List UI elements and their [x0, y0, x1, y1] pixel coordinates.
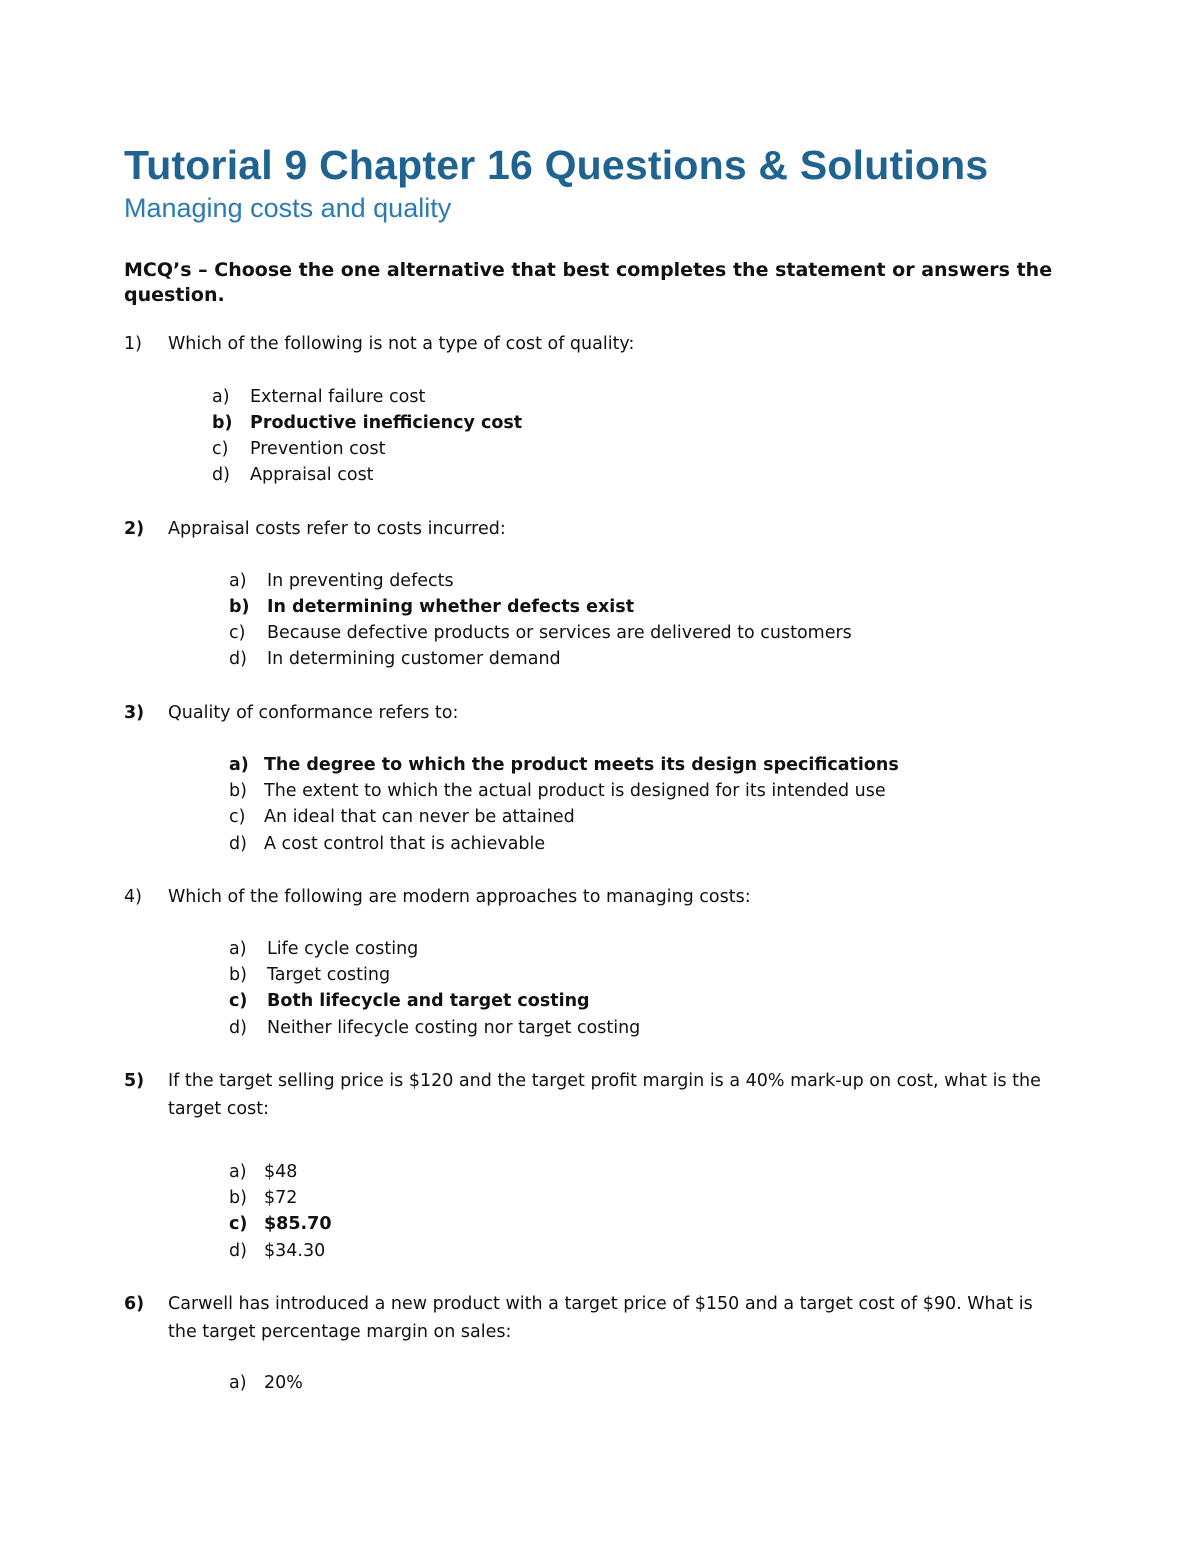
- option-letter: d): [229, 1241, 247, 1261]
- option-letter: d): [229, 834, 247, 854]
- option-text: An ideal that can never be attained: [264, 807, 575, 827]
- question-text: Carwell has introduced a new product with a target price of $150 and a target cost of $90. What is the target percentage margin on sales:: [168, 1294, 1033, 1342]
- option-text: Appraisal cost: [250, 465, 374, 485]
- option-letter: a): [229, 1373, 247, 1393]
- question-text: Which of the following is not a type of cost of quality:: [168, 334, 635, 354]
- option-letter: c): [212, 439, 229, 459]
- option-text: In determining whether defects exist: [267, 597, 635, 617]
- question-text: If the target selling price is $120 and the target profit margin is a 40% mark-up on cost, what is the target cost:: [168, 1071, 1041, 1119]
- question-number: 1): [124, 334, 142, 354]
- option-letter: d): [229, 649, 247, 669]
- option-letter: a): [229, 939, 247, 959]
- question-number: 5): [124, 1071, 145, 1091]
- option-letter: c): [229, 623, 246, 643]
- option-letter: b): [229, 965, 247, 985]
- option-text: External failure cost: [250, 387, 426, 407]
- question-number: 3): [124, 703, 145, 723]
- option-letter: c): [229, 1214, 248, 1234]
- question-number: 6): [124, 1294, 145, 1314]
- option-letter: d): [229, 1018, 247, 1038]
- option-text: $34.30: [264, 1241, 326, 1261]
- option-text: In preventing defects: [267, 571, 454, 591]
- document-subtitle: Managing costs and quality: [124, 193, 452, 223]
- question-text: Appraisal costs refer to costs incurred:: [168, 519, 506, 539]
- option-text: Neither lifecycle costing nor target costing: [267, 1018, 641, 1038]
- option-text: $48: [264, 1162, 298, 1182]
- option-letter: b): [229, 597, 250, 617]
- option-text: Because defective products or services are delivered to customers: [267, 623, 852, 643]
- option-letter: c): [229, 991, 248, 1011]
- option-text: The extent to which the actual product is designed for its intended use: [264, 781, 886, 801]
- option-text: In determining customer demand: [267, 649, 561, 669]
- instructions-text: MCQ’s – Choose the one alternative that best completes the statement or answers the question.: [124, 259, 1053, 306]
- option-letter: c): [229, 807, 246, 827]
- document-title: Tutorial 9 Chapter 16 Questions & Solutions: [124, 142, 989, 188]
- option-text: The degree to which the product meets its design specifications: [264, 755, 899, 775]
- option-letter: a): [212, 387, 230, 407]
- question-text: Which of the following are modern approaches to managing costs:: [168, 887, 751, 907]
- option-letter: a): [229, 571, 247, 591]
- option-letter: d): [212, 465, 230, 485]
- option-text: Prevention cost: [250, 439, 386, 459]
- option-text: 20%: [264, 1373, 303, 1393]
- option-text: Both lifecycle and target costing: [267, 991, 590, 1011]
- question-text: Quality of conformance refers to:: [168, 703, 459, 723]
- option-letter: a): [229, 1162, 247, 1182]
- option-letter: b): [212, 413, 233, 433]
- question-number: 4): [124, 887, 142, 907]
- question-number: 2): [124, 519, 145, 539]
- option-letter: a): [229, 755, 249, 775]
- option-letter: b): [229, 781, 247, 801]
- option-text: Life cycle costing: [267, 939, 419, 959]
- option-letter: b): [229, 1188, 247, 1208]
- option-text: $72: [264, 1188, 298, 1208]
- option-text: A cost control that is achievable: [264, 834, 546, 854]
- option-text: Target costing: [267, 965, 391, 985]
- option-text: Productive inefficiency cost: [250, 413, 523, 433]
- option-text: $85.70: [264, 1214, 332, 1234]
